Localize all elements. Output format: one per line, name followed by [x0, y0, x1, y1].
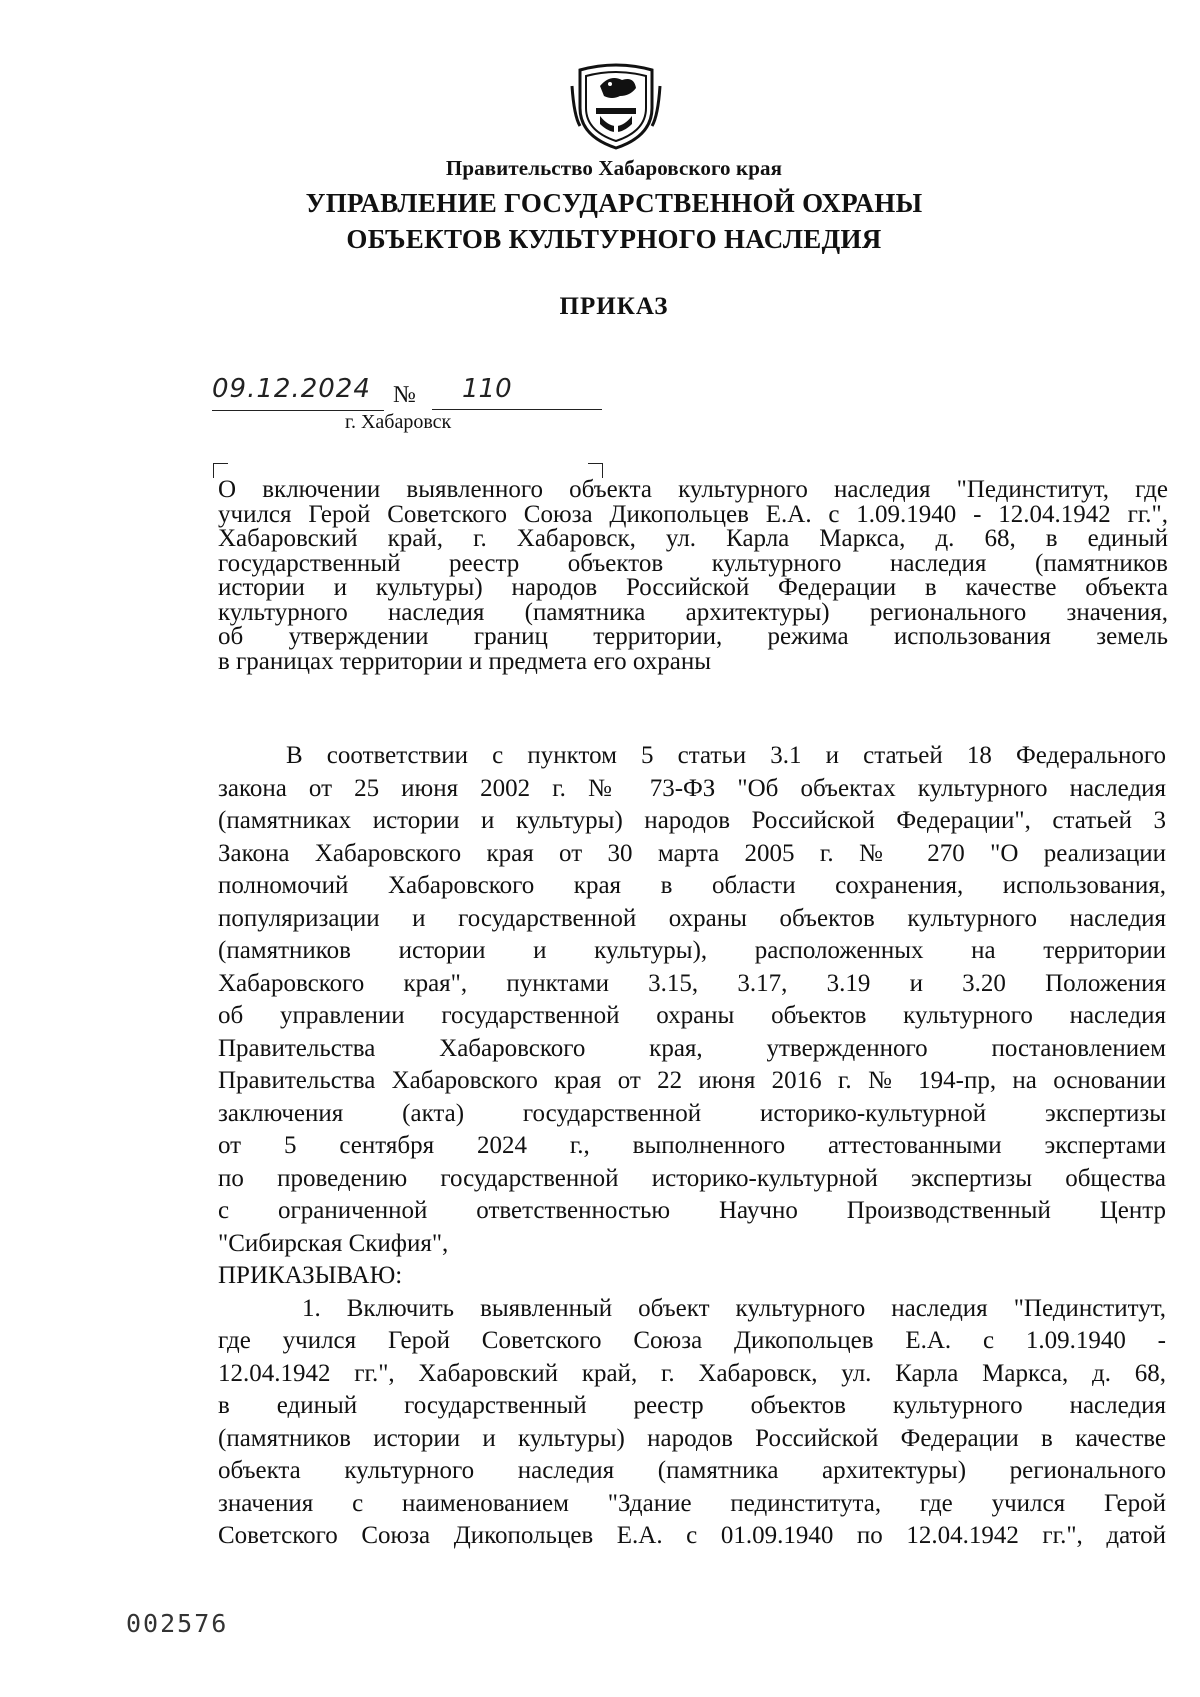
coat-of-arms-icon [570, 56, 662, 152]
body-line: полномочий Хабаровского края в области сохранения, использования, [218, 872, 1166, 899]
title-line: учился Герой Советского Союза Дикопольцев Е.А. с 1.09.1940 - 12.04.1942 гг.", [218, 500, 1168, 528]
city-label: г. Хабаровск [345, 411, 452, 433]
department-name-line-2: ОБЪЕКТОВ КУЛЬТУРНОГО НАСЛЕДИЯ [346, 224, 882, 254]
title-line: в границах территории и предмета его охраны [218, 647, 712, 675]
order-date: 09.12.2024 [212, 374, 384, 411]
title-line: государственный реестр объектов культурного наследия (памятников [218, 549, 1168, 577]
body-line: В соответствии с пунктом 5 статьи 3.1 и статьей 18 Федерального [286, 742, 1166, 769]
body-line: Правительства Хабаровского края, утвержденного постановлением [218, 1034, 1166, 1062]
body-line: (памятников истории и культуры), расположенных на территории [218, 937, 1166, 964]
order-body [218, 740, 1166, 1553]
body-line: Хабаровского края", пунктами 3.15, 3.17, 3.19 и 3.20 Положения [218, 969, 1166, 997]
title-line: Хабаровский край, г. Хабаровск, ул. Карла Маркса, д. 68, в единый [218, 525, 1168, 552]
body-line: от 5 сентября 2024 г., выполненного аттестованными экспертами [218, 1132, 1166, 1159]
serial-number: 002576 [126, 1609, 229, 1638]
body-line: (памятников истории и культуры) народов Российской Федерации в качестве [218, 1424, 1166, 1452]
body-line: 12.04.1942 гг.", Хабаровский край, г. Хабаровск, ул. Карла Маркса, д. 68, [218, 1359, 1166, 1387]
body-line: с ограниченной ответственностью Научно Производственный Центр [218, 1197, 1166, 1224]
body-line: по проведению государственной историко-культурной экспертизы общества [218, 1164, 1166, 1192]
body-line: значения с наименованием "Здание пединститута, где учился Герой [218, 1489, 1166, 1517]
body-line: (памятниках истории и культуры) народов Российской Федерации", статьей 3 [218, 807, 1166, 834]
body-line: в единый государственный реестр объектов культурного наследия [218, 1392, 1166, 1419]
body-line: объекта культурного наследия (памятника архитектуры) регионального [218, 1457, 1166, 1484]
government-name: Правительство Хабаровского края [445, 156, 783, 180]
title-line: О включении выявленного объекта культурного наследия "Пединститут, где [218, 476, 1168, 503]
order-directive: ПРИКАЗЫВАЮ: [218, 1262, 403, 1289]
body-line: Правительства Хабаровского края от 22 июня 2016 г. № 194-пр, на основании [218, 1067, 1166, 1094]
order-title [218, 478, 1168, 674]
body-line: "Сибирская Скифия", [218, 1229, 449, 1257]
order-number: 110 [432, 374, 602, 410]
body-line: популяризации и государственной охраны объектов культурного наследия [218, 904, 1166, 932]
body-line: 1. Включить выявленный объект культурного наследия "Пединститут, [302, 1294, 1166, 1322]
title-line: об утверждении границ территории, режима использования земель [218, 623, 1168, 650]
body-line: об управлении государственной охраны объектов культурного наследия [218, 1002, 1166, 1029]
body-line: Закона Хабаровского края от 30 марта 2005 г. № 270 "О реализации [218, 839, 1166, 867]
body-line: где учился Герой Советского Союза Дикопольцев Е.А. с 1.09.1940 - [218, 1327, 1166, 1354]
title-line: истории и культуры) народов Российской Федерации в качестве объекта [218, 574, 1168, 601]
document-type: ПРИКАЗ [559, 293, 669, 320]
title-line: культурного наследия (памятника архитектуры) регионального значения, [218, 598, 1168, 626]
body-line: Советского Союза Дикопольцев Е.А. с 01.09.1940 по 12.04.1942 гг.", датой [218, 1522, 1166, 1549]
department-name-line-1: УПРАВЛЕНИЕ ГОСУДАРСТВЕННОЙ ОХРАНЫ [305, 188, 923, 218]
body-line: заключения (акта) государственной историко-культурной экспертизы [218, 1099, 1166, 1127]
body-line: закона от 25 июня 2002 г. № 73-ФЗ "Об объектах культурного наследия [218, 774, 1166, 802]
number-sign: № [393, 382, 416, 408]
